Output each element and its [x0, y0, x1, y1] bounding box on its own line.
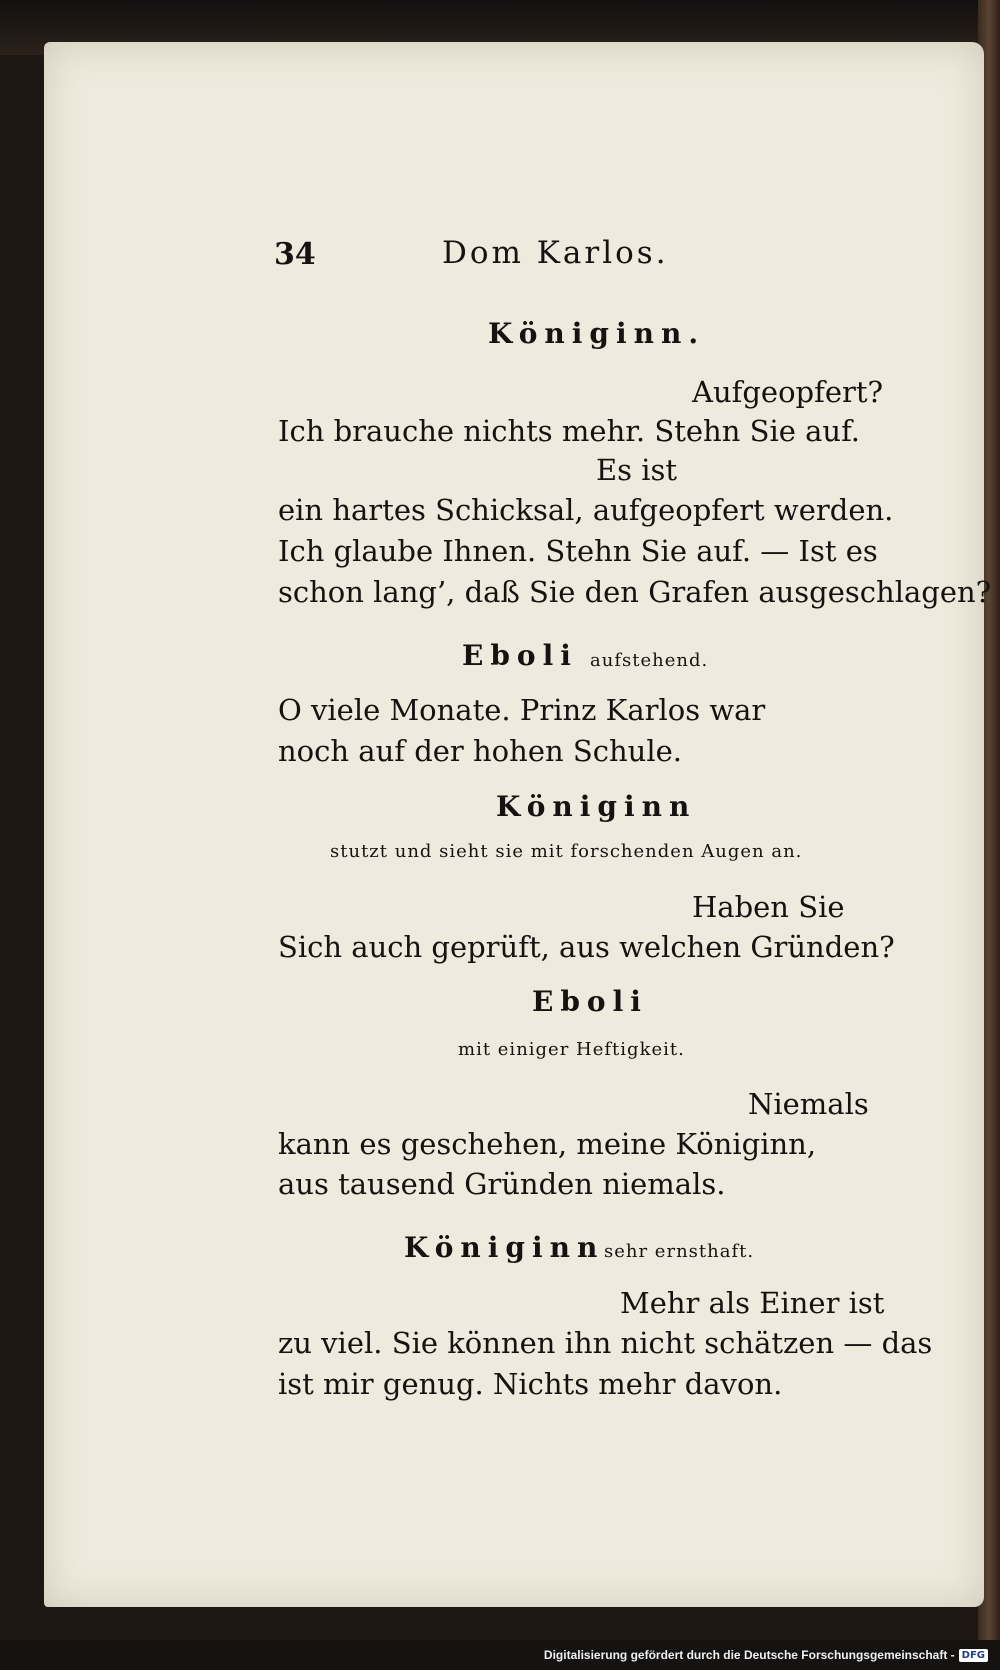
stage-direction: sehr ernsthaft.	[604, 1241, 755, 1262]
verse-line: Es ist	[596, 453, 678, 487]
speaker-eboli: Eboli	[462, 639, 578, 672]
stage-direction: aufstehend.	[590, 650, 709, 671]
verse-line: ist mir genug. Nichts mehr davon.	[278, 1367, 783, 1401]
verse-line: noch auf der hohen Schule.	[278, 734, 682, 768]
credit-text: Digitalisierung gefördert durch die Deutsche Forschungsgemeinschaft -	[543, 1648, 955, 1662]
running-title: Dom Karlos.	[442, 235, 669, 271]
verse-line: zu viel. Sie können ihn nicht schätzen — das	[278, 1326, 933, 1360]
stage-direction: mit einiger Heftigkeit.	[458, 1039, 685, 1060]
verse-line: Aufgeopfert?	[692, 375, 884, 409]
verse-line: Niemals	[748, 1087, 869, 1121]
verse-line: Ich glaube Ihnen. Stehn Sie auf. — Ist es	[278, 534, 878, 568]
verse-line: O viele Monate. Prinz Karlos war	[278, 693, 766, 727]
speaker-eboli: Eboli	[532, 985, 648, 1018]
speaker-koeniginn: Königinn	[404, 1231, 605, 1264]
digitization-credit-bar	[0, 1640, 1000, 1670]
speaker-koeniginn: Königinn.	[488, 317, 706, 350]
verse-line: Sich auch geprüft, aus welchen Gründen?	[278, 930, 895, 964]
verse-line: Haben Sie	[692, 890, 845, 924]
verse-line: kann es geschehen, meine Königinn,	[278, 1127, 817, 1161]
verse-line: ein hartes Schicksal, aufgeopfert werden.	[278, 493, 894, 527]
verse-line: schon lang’, daß Sie den Grafen ausgeschlagen?	[278, 575, 992, 609]
verse-line: Ich brauche nichts mehr. Stehn Sie auf.	[278, 414, 861, 448]
page-number: 34	[274, 237, 316, 272]
speaker-koeniginn: Königinn	[496, 790, 697, 823]
stage-direction: stutzt und sieht sie mit forschenden Augen an.	[330, 841, 803, 862]
dfg-logo-icon: DFG	[959, 1649, 988, 1662]
verse-line: Mehr als Einer ist	[620, 1286, 885, 1320]
verse-line: aus tausend Gründen niemals.	[278, 1167, 726, 1201]
